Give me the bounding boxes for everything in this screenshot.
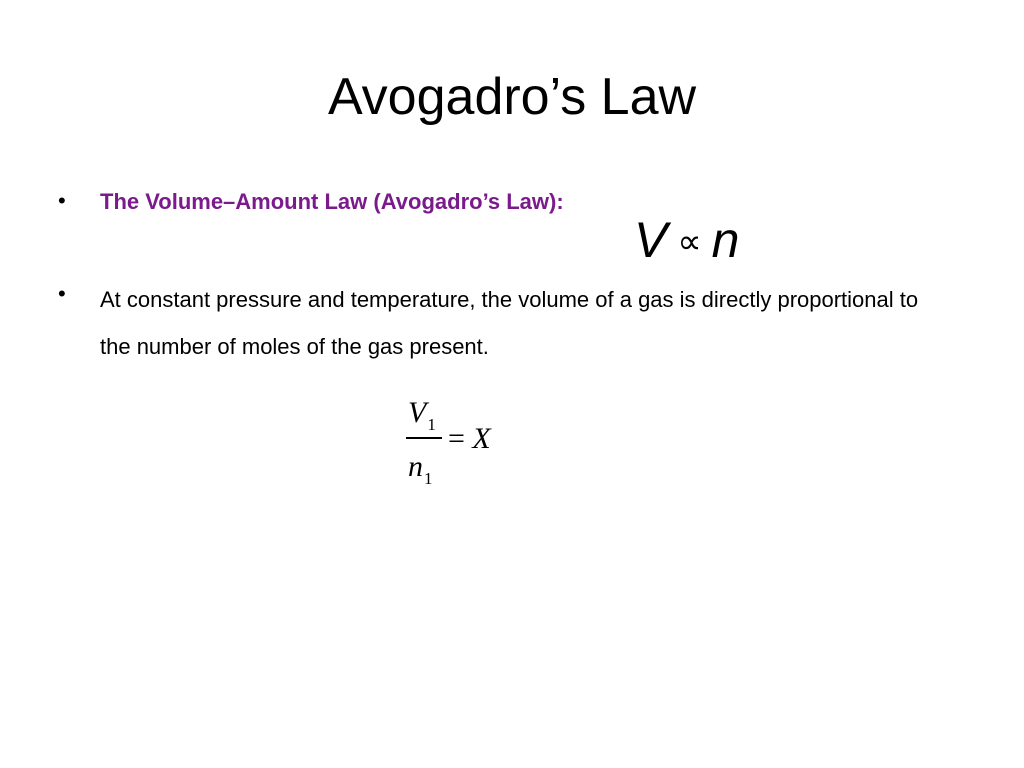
fraction-numerator: [408, 396, 436, 434]
equals-sign: =: [448, 422, 465, 455]
fraction-denominator: [408, 450, 433, 488]
bullet-text-law-name: The Volume–Amount Law (Avogadro’s Law):: [100, 189, 564, 214]
bullet-marker-1: •: [58, 188, 66, 213]
constant-variable: X: [472, 422, 491, 455]
equation-right-side: [448, 422, 491, 456]
proportional-symbol: ∝: [677, 223, 702, 261]
volume-variable: V: [634, 212, 668, 268]
slide-title: Avogadro’s Law: [327, 68, 697, 126]
moles-variable: n: [711, 212, 740, 268]
bullet-text-definition: At constant pressure and temperature, the volume of a gas is directly proportional to the number of moles of the gas present.: [100, 287, 919, 359]
numerator-variable: V: [408, 396, 427, 429]
numerator-subscript: 1: [427, 415, 436, 434]
bullet-marker-2: •: [58, 281, 66, 306]
denominator-variable: n: [408, 450, 423, 483]
proportionality-expression: [634, 210, 739, 276]
denominator-subscript: 1: [424, 469, 433, 488]
fraction-bar: [406, 437, 442, 439]
